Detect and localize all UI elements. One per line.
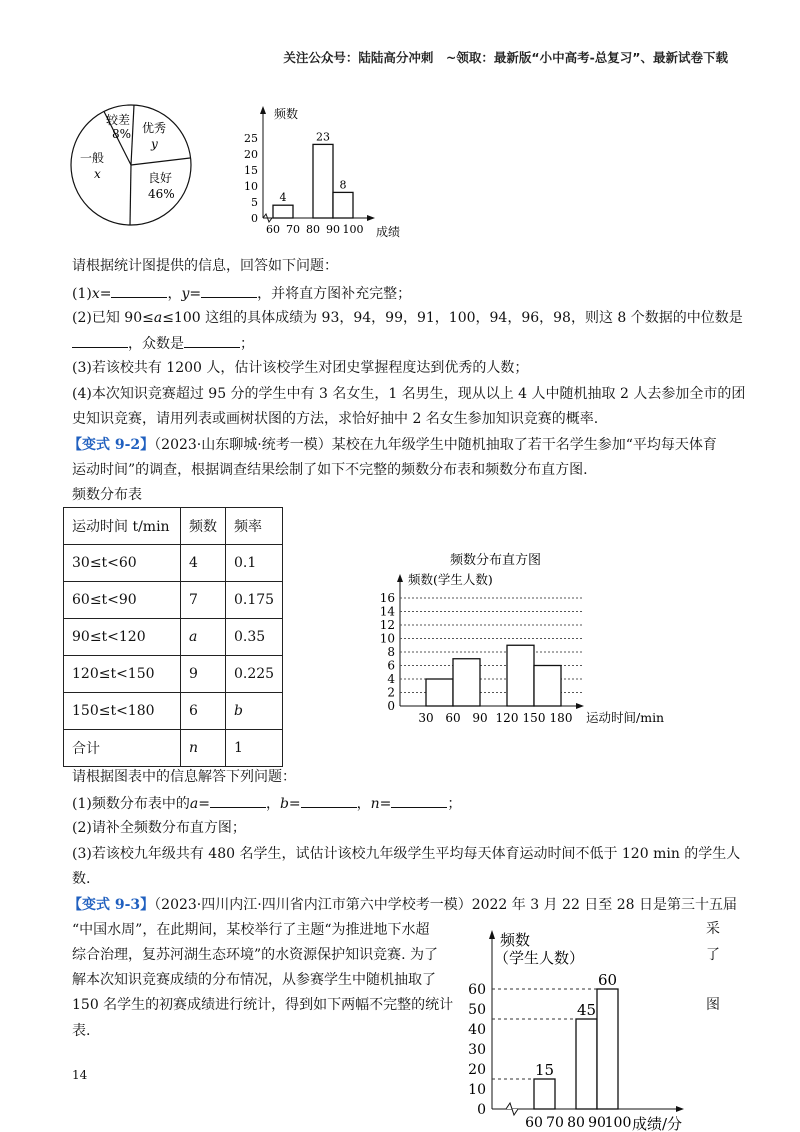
- x-axis-label: 运动时间/min: [586, 710, 665, 725]
- pie-value-excellent: y: [151, 137, 158, 151]
- axis-break: [506, 1103, 518, 1115]
- bar-data-label: 4: [279, 191, 287, 205]
- y-axis-label: 频数: [500, 931, 531, 949]
- variant-9-3-line5: 150 名学生的初赛成绩进行统计，得到如下两幅不完整的统计: [72, 997, 454, 1013]
- table-header-cell: 运动时间 t/min: [64, 508, 181, 545]
- part1-q1: (1)x= ，y= ，并将直方图补充完整；: [72, 283, 411, 304]
- pie-label-excellent: 优秀: [142, 121, 167, 135]
- y-axis-arrow: [397, 574, 403, 582]
- part1-q3: (3)若该校共有 1200 人，估计该校学生对团史掌握程度达到优秀的人数；: [72, 360, 529, 376]
- pie-value-good: 46%: [148, 187, 175, 201]
- variant-9-2-q3-line1: (3)若该校九年级共有 480 名学生，试估计该校九年级学生平均每天体育运动时间不低于 120 min 的学生人: [72, 846, 741, 862]
- part1-intro: 请根据统计图提供的信息，回答如下问题：: [72, 258, 338, 274]
- table-row: 150≤t<180 6 b: [64, 693, 283, 730]
- y-tick-label: 5: [251, 195, 258, 209]
- bar: [597, 989, 618, 1109]
- variant-9-2-q3-line2: 数.: [72, 871, 91, 887]
- bar: [313, 144, 333, 218]
- bar-data-label: 23: [316, 130, 330, 144]
- y-tick-label: 20: [244, 147, 258, 161]
- part1-q2-cont: ，众数是 ；: [72, 333, 254, 354]
- x-tick-label: 70: [286, 223, 300, 236]
- table-row: 合计 n 1: [64, 730, 283, 767]
- y-tick-label: 16: [379, 591, 395, 606]
- pie-chart: [66, 100, 196, 230]
- y-axis-label: （学生人数）: [494, 949, 585, 967]
- variant-9-3-tag: 【变式 9-3】: [68, 897, 155, 913]
- table-row: 30≤t<60 4 0.1: [64, 545, 283, 582]
- text-fragment: 采: [706, 921, 720, 937]
- part1-q2: (2)已知 90≤a≤100 这组的具体成绩为 93，94，99，91，100，94，96，98，则这 8 个数据的中位数是: [72, 310, 743, 326]
- variant-9-3-line2: “中国水周”，在此期间，某校举行了主题“为推进地下水超: [72, 922, 430, 938]
- answer-blank-y[interactable]: [201, 283, 257, 298]
- answer-blank-mode[interactable]: [184, 333, 240, 348]
- x-tick-label: 60: [266, 223, 280, 236]
- x-tick-label: 60: [525, 1115, 543, 1131]
- bar: [576, 1019, 597, 1109]
- x-tick-label: 150: [522, 711, 546, 725]
- y-axis-arrow: [260, 106, 266, 114]
- variant-9-3-line6: 表.: [72, 1023, 91, 1039]
- pie-value-average: x: [94, 167, 101, 181]
- x-tick-label: 60: [445, 711, 461, 725]
- answer-blank-b[interactable]: [301, 793, 357, 808]
- pie-divider: [130, 165, 131, 225]
- bar: [273, 205, 293, 218]
- pie-divider: [131, 158, 190, 165]
- exercise-time-histogram: [350, 540, 690, 740]
- bar: [534, 666, 561, 707]
- x-tick-label: 90: [472, 711, 488, 725]
- y-tick-label: 10: [379, 631, 395, 646]
- y-axis-label: 频数(学生人数): [408, 572, 493, 587]
- bar-data-label: 15: [534, 1061, 555, 1079]
- y-tick-label: 20: [468, 1061, 486, 1078]
- text-fragment: 了: [706, 947, 720, 963]
- variant-9-2-q1: (1)频数分布表中的a= ，b= ，n= ；: [72, 793, 461, 814]
- bar: [453, 659, 480, 706]
- variant-9-2-line2: 运动时间”的调查，根据调查结果绘制了如下不完整的频数分布表和频数分布直方图.: [72, 462, 588, 478]
- x-axis-arrow: [676, 1106, 684, 1112]
- table-row: 90≤t<120 a 0.35: [64, 619, 283, 656]
- frequency-table-title: 频数分布表: [72, 487, 142, 503]
- variant-9-2-tag: 【变式 9-2】: [68, 437, 155, 453]
- page-header: 关注公众号：陆陆高分冲刺 ~领取：最新版“小中高考-总复习”、最新试卷下载: [283, 50, 728, 65]
- y-tick-label: 4: [387, 672, 395, 687]
- y-tick-label: 0: [477, 1101, 486, 1118]
- table-header-cell: 频数: [181, 508, 226, 545]
- part1-q4-line2: 史知识竞赛，请用列表或画树状图的方法，求恰好抽中 2 名女生参加知识竞赛的概率.: [72, 411, 599, 427]
- y-tick-label: 14: [379, 604, 395, 619]
- y-tick-label: 0: [251, 211, 258, 225]
- variant-9-3-line3: 综合治理，复苏河湖生态环境”的水资源保护知识竞赛. 为了: [72, 947, 439, 963]
- bar: [507, 645, 534, 706]
- x-tick-label: 80: [567, 1115, 585, 1131]
- x-tick-label: 100: [342, 223, 364, 236]
- contest-score-histogram: [450, 925, 710, 1132]
- variant-9-3-line4: 解本次知识竞赛成绩的分布情况，从参赛学生中随机抽取了: [72, 972, 436, 988]
- bar: [534, 1079, 555, 1109]
- x-axis-arrow: [576, 703, 584, 709]
- y-tick-label: 40: [468, 1021, 486, 1038]
- y-tick-label: 10: [244, 179, 258, 193]
- pie-divider: [131, 105, 134, 165]
- x-tick-label: 90: [588, 1115, 606, 1131]
- answer-blank-n[interactable]: [391, 793, 447, 808]
- chart-title: 频数分布直方图: [450, 553, 542, 568]
- y-tick-label: 2: [387, 685, 395, 700]
- y-tick-label: 0: [387, 699, 395, 714]
- y-axis-arrow: [489, 930, 495, 939]
- variant-9-3-line1: 【变式 9-3】（2023·四川内江·四川省内江市第六中学校考一模）2022 年 3 月 22 日至 28 日是第三十五届: [68, 897, 738, 913]
- page-number: 14: [72, 1068, 88, 1082]
- table-row: 120≤t<150 9 0.225: [64, 656, 283, 693]
- bar-data-label: 60: [597, 971, 618, 989]
- bar: [426, 679, 453, 706]
- answer-blank-x[interactable]: [111, 283, 167, 298]
- x-tick-label: 100: [604, 1115, 632, 1131]
- pie-label-poor: 较差: [106, 113, 131, 127]
- x-tick-label: 90: [326, 223, 340, 236]
- table-header-row: [64, 508, 283, 545]
- bar-data-label: 45: [576, 1001, 597, 1019]
- y-tick-label: 25: [244, 131, 258, 145]
- answer-blank-median[interactable]: [72, 333, 128, 348]
- y-tick-label: 12: [379, 618, 395, 633]
- y-tick-label: 10: [468, 1081, 486, 1098]
- table-row: 60≤t<90 7 0.175: [64, 582, 283, 619]
- y-axis-label: 频数: [274, 107, 299, 121]
- x-axis-label: 成绩: [376, 225, 401, 239]
- answer-blank-a[interactable]: [210, 793, 266, 808]
- y-tick-label: 6: [387, 658, 395, 673]
- x-tick-label: 180: [549, 711, 573, 725]
- score-histogram: [238, 100, 408, 240]
- pie-value-poor: 8%: [112, 127, 132, 141]
- frequency-table: [63, 507, 283, 767]
- y-tick-label: 60: [468, 981, 486, 998]
- y-tick-label: 8: [387, 645, 395, 660]
- y-tick-label: 30: [468, 1041, 486, 1058]
- x-tick-label: 70: [546, 1115, 564, 1131]
- x-tick-label: 30: [418, 711, 434, 725]
- pie-label-good: 良好: [148, 171, 173, 185]
- y-tick-label: 15: [244, 163, 258, 177]
- text-fragment: 图: [706, 997, 720, 1013]
- variant-9-2-line1: 【变式 9-2】（2023·山东聊城·统考一模）某校在九年级学生中随机抽取了若干名学生参加“平均每天体育: [68, 437, 717, 453]
- bar-data-label: 8: [339, 178, 347, 192]
- x-axis-arrow: [367, 215, 375, 221]
- x-tick-label: 80: [306, 223, 320, 236]
- y-tick-label: 50: [468, 1001, 486, 1018]
- x-tick-label: 120: [495, 711, 519, 725]
- pie-label-average: 一般: [80, 151, 105, 165]
- x-axis-label: 成绩/分: [632, 1115, 683, 1132]
- table-header-cell: 频率: [226, 508, 283, 545]
- bar: [333, 192, 353, 218]
- part1-q4-line1: (4)本次知识竞赛超过 95 分的学生中有 3 名女生，1 名男生，现从以上 4 人中随机抽取 2 人去参加全市的团: [72, 386, 746, 402]
- variant-9-2-q-intro: 请根据图表中的信息解答下列问题：: [72, 769, 296, 785]
- variant-9-2-q2: (2)请补全频数分布直方图；: [72, 820, 246, 836]
